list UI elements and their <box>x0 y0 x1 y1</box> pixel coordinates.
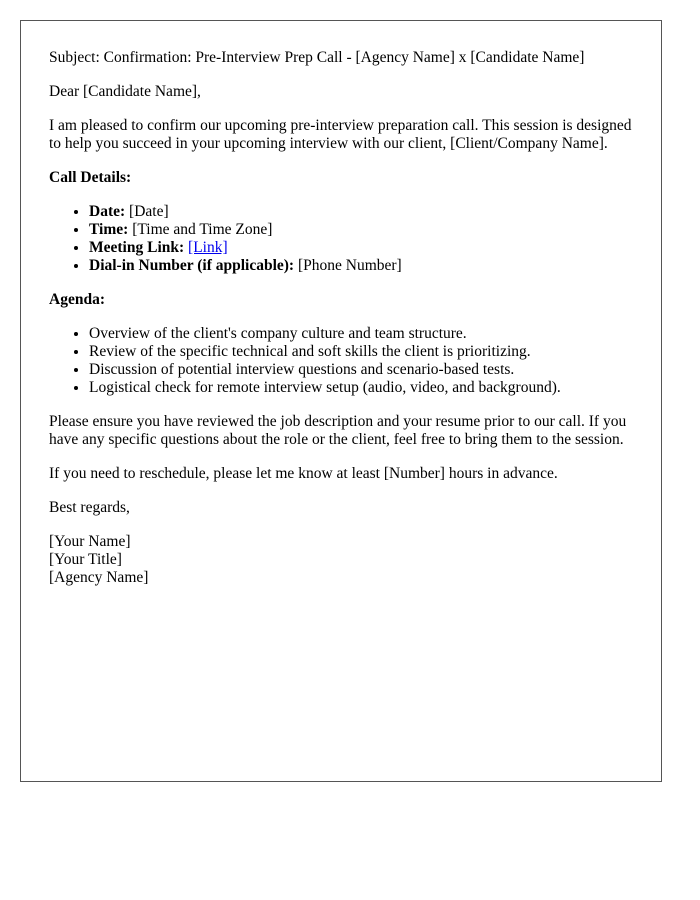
agenda-item: • Logistical check for remote interview setup (audio, video, and background). <box>89 379 633 397</box>
agenda-item: • Discussion of potential interview questions and scenario-based tests. <box>89 361 633 379</box>
agenda-item: • Overview of the client's company culture and team structure. <box>89 325 633 343</box>
subject-line: Subject: Confirmation: Pre-Interview Prep Call - [Agency Name] x [Candidate Name] <box>49 49 585 66</box>
dial-in-label: Dial-in Number (if applicable): <box>89 257 295 274</box>
time-value: [Time and Time Zone] <box>128 221 273 238</box>
reschedule-paragraph: If you need to reschedule, please let me know at least [Number] hours in advance. <box>49 465 558 482</box>
call-detail-dial-in <box>89 257 633 275</box>
time-label: Time: <box>89 221 129 238</box>
meeting-link-label: Meeting Link: <box>89 239 185 256</box>
dial-in-value: [Phone Number] <box>294 257 402 274</box>
signature-title: [Your Title] <box>49 551 122 568</box>
signature-agency: [Agency Name] <box>49 569 149 586</box>
meeting-link[interactable]: [Link] <box>188 239 228 256</box>
signature-block <box>49 533 633 587</box>
greeting: Dear [Candidate Name], <box>49 83 201 100</box>
call-details-list <box>49 203 633 275</box>
agenda-item: • Review of the specific technical and soft skills the client is prioritizing. <box>89 343 633 361</box>
call-details-heading: Call Details: <box>49 169 132 186</box>
intro-paragraph: I am pleased to confirm our upcoming pre-interview preparation call. This session is designed to help you succeed in your upcoming interview with our client, [Client/Company Name]. <box>49 117 632 152</box>
letter-document <box>20 20 662 782</box>
agenda-list <box>49 325 633 397</box>
agenda-heading: Agenda: <box>49 291 105 308</box>
date-label: Date: <box>89 203 126 220</box>
signature-name: [Your Name] <box>49 533 131 550</box>
call-detail-meeting-link <box>89 239 633 257</box>
prep-note-paragraph: Please ensure you have reviewed the job description and your resume prior to our call. If you have any specific questions about the role or the client, feel free to bring them to the session. <box>49 413 627 448</box>
closing-line: Best regards, <box>49 499 130 516</box>
call-detail-date <box>89 203 633 221</box>
date-value: [Date] <box>125 203 169 220</box>
call-detail-time <box>89 221 633 239</box>
